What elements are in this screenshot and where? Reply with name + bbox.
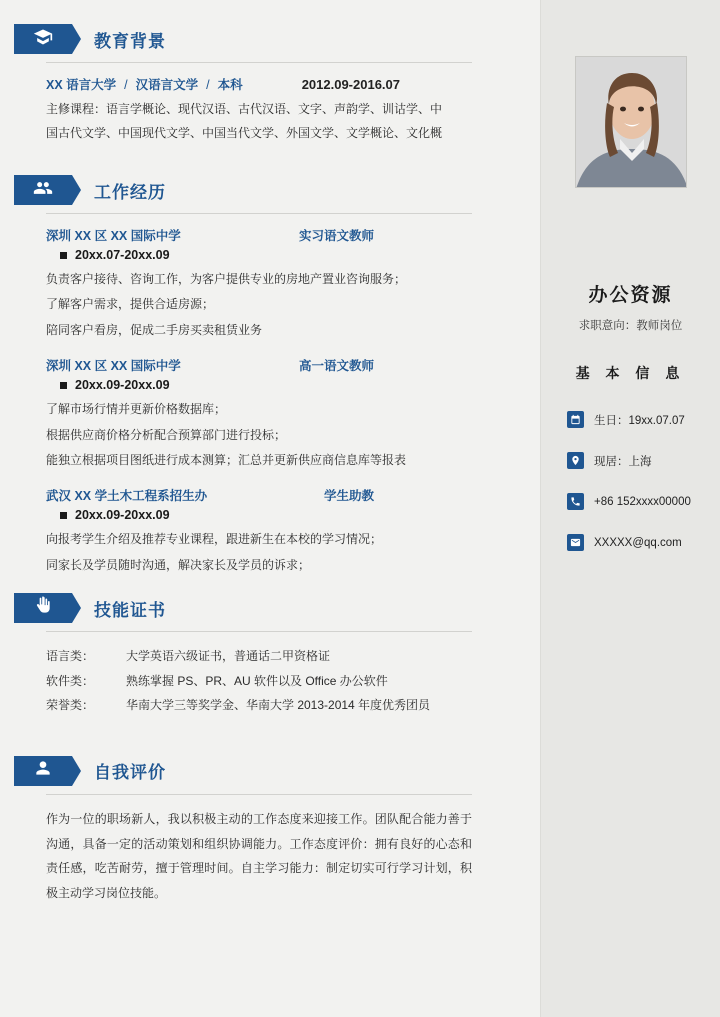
section-education <box>14 22 494 145</box>
skill-label: 荣誉类： <box>46 698 95 713</box>
experience-item <box>46 356 472 472</box>
mail-icon <box>567 534 584 551</box>
self-evaluation-text: 作为一位的职场新人，我以积极主动的工作态度来迎接工作。团队配合能力善于沟通，具备一定的活动策划和组织协调能力。工作态度评价：拥有良好的心态和责任感，吃苦耐劳，擅于管理时间。自主学习能力：制定切实可行学习计划，积极主动学习岗位技能。 <box>46 811 472 900</box>
section-header-experience <box>14 173 494 207</box>
skills-body <box>14 644 494 718</box>
education-date: 2012.09-2016.07 <box>301 77 400 92</box>
experience-org: 深圳 XX 区 XX 国际中学 <box>46 229 181 243</box>
experience-role: 实习语文教师 <box>298 229 374 243</box>
experience-item <box>46 226 472 342</box>
experience-line: 根据供应商价格分析配合预算部门进行投标； <box>46 427 287 442</box>
square-bullet-icon <box>60 382 67 389</box>
skill-value: 华南大学三等奖学金、华南大学 2013-2014 年度优秀团员 <box>126 698 431 713</box>
contact-location-text: 现居：上海 <box>594 455 652 468</box>
section-icon-tab <box>14 593 72 623</box>
avatar-illustration <box>576 57 687 188</box>
education-degree: 本科 <box>217 78 243 92</box>
education-heading-row <box>46 75 472 93</box>
experience-date: 20xx.09-20xx.09 <box>75 378 170 393</box>
profile-name: 办公资源 <box>588 285 673 306</box>
section-icon-tab <box>14 175 72 205</box>
experience-heading-row <box>46 356 472 374</box>
person-badge-icon <box>33 758 53 783</box>
experience-date-row <box>60 508 472 522</box>
experience-line: 负责客户接待、咨询工作，为客户提供专业的房地产置业咨询服务； <box>46 272 407 286</box>
contact-list <box>541 411 720 551</box>
square-bullet-icon <box>60 252 67 259</box>
calendar-icon <box>567 411 584 428</box>
graduation-cap-icon <box>33 27 53 52</box>
section-divider <box>46 631 472 632</box>
experience-role: 学生助教 <box>323 489 374 504</box>
section-header-skills <box>14 591 494 625</box>
experience-org: 深圳 XX 区 XX 国际中学 <box>46 359 181 374</box>
section-self-evaluation <box>14 754 494 905</box>
section-header-self-evaluation <box>14 754 494 788</box>
skill-label: 软件类： <box>46 673 95 688</box>
people-icon <box>33 178 53 203</box>
skill-row <box>46 644 472 669</box>
skill-row <box>46 693 472 718</box>
education-body <box>14 75 494 145</box>
avatar-image <box>576 57 686 187</box>
education-major: 汉语言文学 <box>135 78 199 92</box>
section-experience <box>14 173 494 577</box>
education-school: XX 语言大学 <box>46 78 117 92</box>
section-title-education: 教育背景 <box>94 31 166 51</box>
self-evaluation-body <box>14 807 494 905</box>
contact-birthday-text: 生日：19xx.07.07 <box>594 414 685 427</box>
resume-sidebar <box>540 0 720 1017</box>
section-icon-tab <box>14 756 72 786</box>
section-divider <box>46 62 472 63</box>
section-title-experience: 工作经历 <box>94 182 166 202</box>
experience-line: 陪同客户看房，促成二手房买卖租赁业务 <box>46 322 263 337</box>
square-bullet-icon <box>60 512 67 519</box>
education-separator-2: / <box>206 78 210 92</box>
experience-date-row <box>60 248 472 262</box>
experience-body <box>14 226 494 577</box>
basic-info-title: 基 本 信 息 <box>575 365 686 381</box>
experience-role: 高一语文教师 <box>298 359 374 374</box>
contact-phone-text: +86 152xxxx00000 <box>594 495 691 508</box>
experience-heading-row <box>46 486 472 504</box>
experience-line: 向报考学生介绍及推荐专业课程，跟进新生在本校的学习情况； <box>46 532 383 547</box>
experience-line: 了解客户需求，提供合适房源； <box>46 297 215 312</box>
experience-item <box>46 486 472 577</box>
experience-date: 20xx.09-20xx.09 <box>75 508 170 523</box>
phone-icon <box>567 493 584 510</box>
profile-job-intent: 求职意向：教师岗位 <box>578 320 683 332</box>
contact-location <box>567 452 720 469</box>
contact-email <box>567 534 720 551</box>
section-divider <box>46 213 472 214</box>
contact-birthday <box>567 411 720 428</box>
experience-date-row <box>60 378 472 392</box>
avatar <box>575 56 687 188</box>
hand-icon <box>33 596 53 621</box>
section-header-education <box>14 22 494 56</box>
skill-value: 大学英语六级证书，普通话二甲资格证 <box>126 649 331 664</box>
education-separator-1: / <box>124 78 128 92</box>
experience-line: 了解市场行情并更新价格数据库； <box>46 402 227 417</box>
section-skills <box>14 591 494 718</box>
contact-phone <box>567 493 720 510</box>
contact-email-text: XXXXX@qq.com <box>594 536 682 549</box>
skill-value: 熟练掌握 PS、PR、AU 软件以及 Office 办公软件 <box>126 673 388 688</box>
experience-date: 20xx.07-20xx.09 <box>75 248 170 262</box>
location-pin-icon <box>567 452 584 469</box>
experience-heading-row <box>46 226 472 244</box>
education-description-line-1: 主修课程：语言学概论、现代汉语、古代汉语、文字、声韵学、训诂学、中 <box>46 102 443 116</box>
skill-row <box>46 669 472 694</box>
experience-line: 能独立根据项目图纸进行成本测算；汇总并更新供应商信息库等报表 <box>46 452 407 467</box>
education-description-line-2: 国古代文学、中国现代文学、中国当代文学、外国文学、文学概论、文化概 <box>46 126 443 140</box>
skill-label: 语言类： <box>46 649 95 664</box>
section-divider <box>46 794 472 795</box>
experience-org: 武汉 XX 学土木工程系招生办 <box>46 489 208 504</box>
experience-line: 同家长及学员随时沟通，解决家长及学员的诉求； <box>46 557 311 572</box>
section-icon-tab <box>14 24 72 54</box>
section-title-self-evaluation: 自我评价 <box>94 763 166 783</box>
section-title-skills: 技能证书 <box>94 600 166 620</box>
